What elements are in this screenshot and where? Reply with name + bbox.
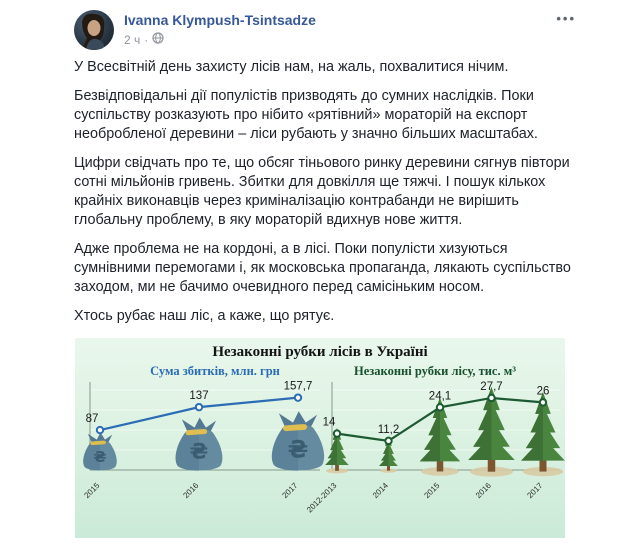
post-paragraph: Цифри свідчать про те, що обсяг тіньового ринку деревини сягнув півтори сотні мільйонів гривень. Збитки для довкілля ще тяжчі. І пошук кількох крайніх виконавців через криміналізацію контрабанди не вирішить глобальну проблему, в яку мораторій вдихнув нове життя. <box>74 155 570 228</box>
data-point-marker <box>488 395 494 401</box>
chart-subtitle: Сума збитків, млн. грн <box>150 364 280 378</box>
data-point-marker <box>437 404 443 410</box>
svg-text:₴: ₴ <box>287 435 309 464</box>
forest-chart-svg <box>75 338 565 538</box>
category-label: 2015 <box>82 481 102 500</box>
post-paragraph: Хтось рубає наш ліс, а каже, що рятує. <box>74 308 335 324</box>
avatar-portrait <box>74 10 114 50</box>
facebook-post <box>60 0 590 538</box>
post-paragraph: Безвідповідальні дії популістів призводять до сумних наслідків. Поки суспільству розказують про нібито «рятівний» мораторій на експорт необробленої деревини – ліси рубають у значно більших масштабах. <box>74 88 538 142</box>
ellipsis-menu-icon[interactable]: ••• <box>556 11 576 26</box>
category-label: 2016 <box>473 481 493 500</box>
forest-logging-infographic[interactable] <box>75 338 565 538</box>
category-label: 2012-2013 <box>304 481 339 515</box>
data-point-label: 11,2 <box>377 423 400 436</box>
meta-separator: · <box>144 32 149 47</box>
data-point-marker <box>334 430 340 436</box>
avatar[interactable] <box>74 10 114 50</box>
money-bag-icon <box>272 411 324 470</box>
category-label: 2015 <box>422 481 442 500</box>
category-label: 2017 <box>280 481 300 500</box>
data-point-marker <box>295 394 301 400</box>
chart-subtitle: Незаконні рубки лісу, тис. м³ <box>353 364 517 378</box>
data-point-marker <box>97 427 103 433</box>
category-label: 2017 <box>525 481 545 500</box>
globe-icon <box>152 32 164 47</box>
chart-panel <box>305 364 565 514</box>
money-bag-icon <box>83 432 116 470</box>
chart-title: Незаконні рубки лісів в Україні <box>212 344 428 360</box>
header-texts <box>124 10 316 47</box>
data-point-label: 14 <box>322 416 336 429</box>
data-point-marker <box>196 404 202 410</box>
data-point-label: 26 <box>536 385 550 398</box>
post-paragraph: У Всесвітній день захисту лісів нам, на жаль, похвалитися нічим. <box>74 59 509 75</box>
post-header <box>60 0 590 54</box>
data-point-label: 87 <box>85 413 99 426</box>
data-point-marker <box>540 399 546 405</box>
post-meta <box>124 32 316 47</box>
data-point-label: 24,1 <box>428 390 452 403</box>
data-point-marker <box>385 438 391 444</box>
data-point-label: 157,7 <box>283 380 313 393</box>
data-point-label: 137 <box>189 390 209 403</box>
svg-text:₴: ₴ <box>93 447 107 466</box>
category-label: 2014 <box>370 481 390 500</box>
money-bag-icon <box>176 417 223 470</box>
svg-text:₴: ₴ <box>189 439 209 465</box>
post-paragraph: Адже проблема не на кордоні, а в лісі. Поки популісти хизуються сумнівними перемогами і, як московська пропаганда, лякають суспільство заходом, ми не бачимо очевидного перед самісіньким носом. <box>74 241 571 295</box>
chart-panel <box>82 364 324 500</box>
category-label: 2016 <box>181 481 201 500</box>
data-point-label: 27,7 <box>480 380 503 393</box>
timestamp[interactable]: 2 ч <box>124 32 141 47</box>
post-body <box>60 54 590 538</box>
author-name-link[interactable]: Ivanna Klympush-Tsintsadze <box>124 12 316 28</box>
